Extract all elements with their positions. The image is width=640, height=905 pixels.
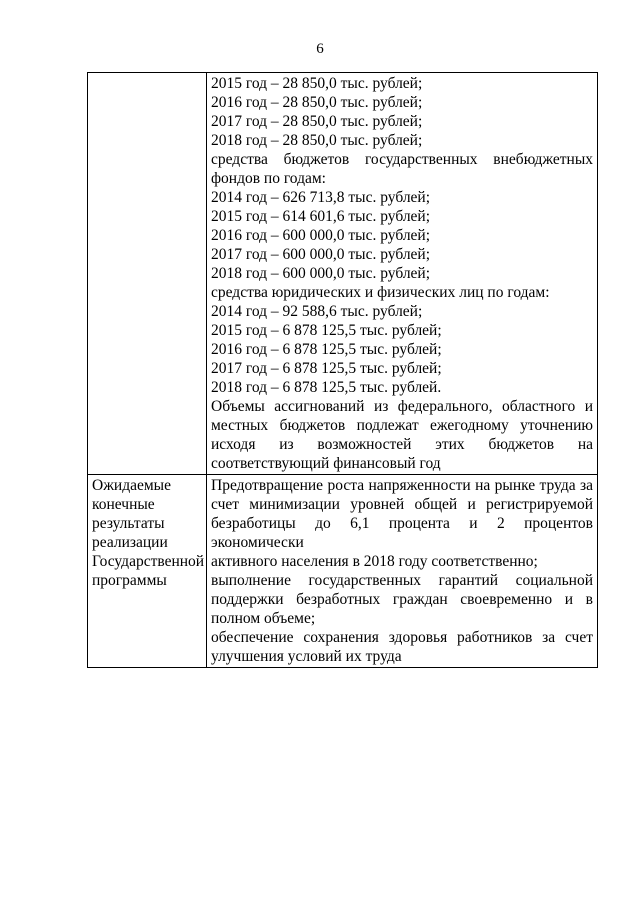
expected-result-text-line: обеспечение сохранения здоровья работников за счет — [211, 629, 593, 646]
expected-result-text-line: улучшения условий их труда — [211, 648, 402, 665]
financing-text-line: 2016 год – 6 878 125,5 тыс. рублей; — [211, 341, 442, 358]
row-label-line: программы — [92, 572, 167, 589]
expected-result-text-line: счет минимизации уровней общей и регистрируемой — [211, 496, 593, 513]
expected-result-text-line: Предотвращение роста напряженности на рынке труда за — [211, 477, 593, 494]
expected-result-text-line: активного населения в 2018 году соответственно; — [211, 553, 538, 570]
row-label-cell — [88, 73, 207, 475]
row-label-line: результаты — [92, 515, 165, 532]
financing-text-line: 2015 год – 6 878 125,5 тыс. рублей; — [211, 322, 442, 339]
financing-text-line: 2017 год – 600 000,0 тыс. рублей; — [211, 246, 431, 263]
financing-text-line: средства бюджетов государственных внебюджетных — [211, 151, 593, 168]
financing-text-line: 2017 год – 28 850,0 тыс. рублей; — [211, 113, 423, 130]
financing-text-line: 2014 год – 626 713,8 тыс. рублей; — [211, 189, 431, 206]
financing-text-line: фондов по годам: — [211, 170, 326, 187]
financing-text-line: исходя из возможностей этих бюджетов на — [211, 436, 593, 453]
financing-text-line: 2018 год – 600 000,0 тыс. рублей; — [211, 265, 431, 282]
financing-text-line: Объемы ассигнований из федерального, областного и — [211, 398, 593, 415]
financing-text-line: 2018 год – 28 850,0 тыс. рублей; — [211, 132, 423, 149]
row-label-line: Ожидаемые — [92, 477, 171, 494]
financing-text-line: 2016 год – 28 850,0 тыс. рублей; — [211, 94, 423, 111]
financing-text-line: местных бюджетов подлежат ежегодному уточнению — [211, 417, 593, 434]
financing-text-line: 2015 год – 28 850,0 тыс. рублей; — [211, 75, 423, 92]
row-label-line: реализации — [92, 534, 168, 551]
financing-text-line: 2016 год – 600 000,0 тыс. рублей; — [211, 227, 431, 244]
financing-text-line: соответствующий финансовый год — [211, 455, 441, 472]
financing-text-line: 2017 год – 6 878 125,5 тыс. рублей; — [211, 360, 442, 377]
financing-text-line: 2018 год – 6 878 125,5 тыс. рублей. — [211, 379, 442, 396]
program-passport-table — [87, 72, 598, 668]
row-label-cell — [88, 475, 207, 668]
financing-text-line: средства юридических и физических лиц по годам: — [211, 284, 550, 301]
table-row-expected-results — [88, 475, 598, 668]
expected-result-text-line: полном объеме; — [211, 610, 316, 627]
table-row-financing — [88, 73, 598, 475]
expected-results-text-cell — [207, 475, 598, 668]
row-label-line: Государственной — [92, 553, 205, 570]
financing-text-cell — [207, 73, 598, 475]
page-number: 6 — [316, 41, 324, 57]
row-label-line: конечные — [92, 496, 155, 513]
expected-result-text-line: поддержки безработных граждан своевременно и в — [211, 591, 593, 608]
financing-text-line: 2014 год – 92 588,6 тыс. рублей; — [211, 303, 423, 320]
expected-result-text-line: безработицы до 6,1 процента и 2 процентов экономически — [211, 515, 593, 551]
financing-text-line: 2015 год – 614 601,6 тыс. рублей; — [211, 208, 431, 225]
expected-result-text-line: выполнение государственных гарантий социальной — [211, 572, 593, 589]
